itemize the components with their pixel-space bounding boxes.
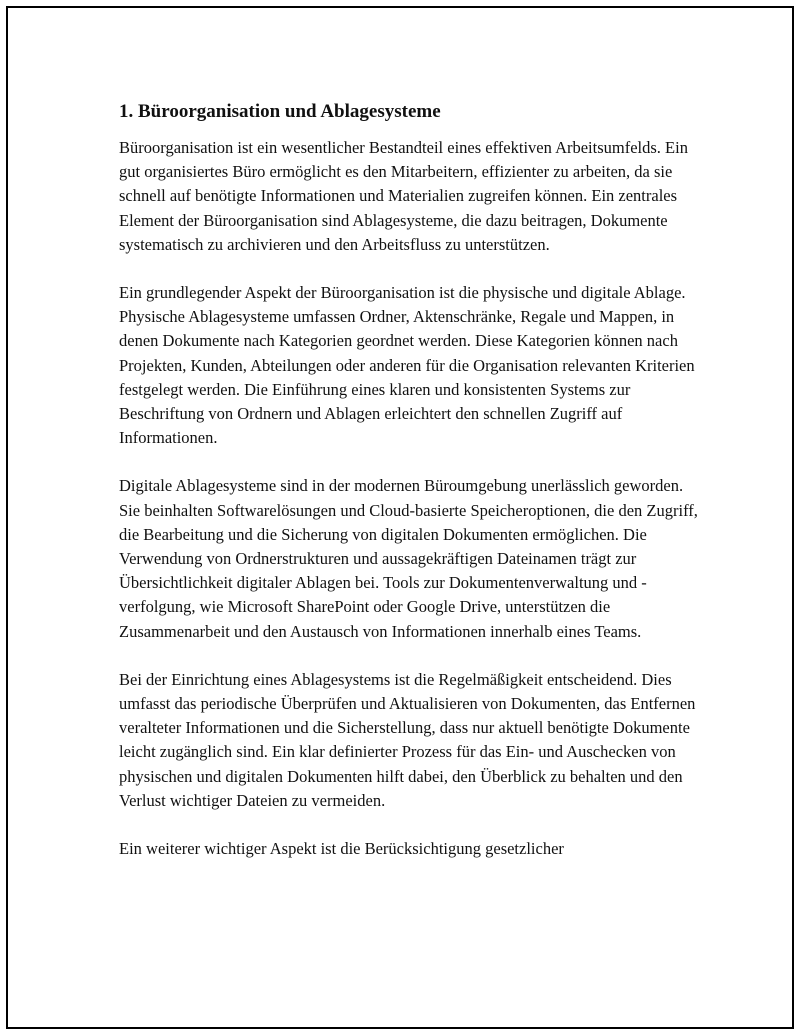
- paragraph-1: Büroorganisation ist ein wesentlicher Bestandteil eines effektiven Arbeitsumfelds. Ein gut organisiertes Büro ermöglicht es den Mitarbeitern, effizienter zu arbeiten, da sie schnell auf benötigte Informationen und Materialien zugreifen können. Ein zentrales Element der Büroorganisation sind Ablagesysteme, die dazu beitragen, Dokumente systematisch zu archivieren und den Arbeitsfluss zu unterstützen.: [119, 138, 688, 254]
- paragraph-2: Ein grundlegender Aspekt der Büroorganisation ist die physische und digitale Ablage. Physische Ablagesysteme umfassen Ordner, Aktenschränke, Regale und Mappen, in denen Dokumente nach Kategorien geordnet werden. Diese Kategorien können nach Projekten, Kunden, Abteilungen oder anderen für die Organisation relevanten Kriterien festgelegt werden. Die Einführung eines klaren und konsistenten Systems zur Beschriftung von Ordnern und Ablagen erleichtert den schnellen Zugriff auf Informationen.: [119, 283, 695, 448]
- paragraph-4: Bei der Einrichtung eines Ablagesystems ist die Regelmäßigkeit entscheidend. Dies umfasst das periodische Überprüfen und Aktualisieren von Dokumenten, das Entfernen veralteter Informationen und die Sicherstellung, dass nur aktuell benötigte Dokumente leicht zugänglich sind. Ein klar definierter Prozess für das Ein- und Auschecken von physischen und digitalen Dokumenten hilft dabei, den Überblick zu behalten und den Verlust wichtiger Dateien zu vermeiden.: [119, 669, 696, 810]
- document-body: [119, 94, 699, 885]
- paragraph-5: Ein weiterer wichtiger Aspekt ist die Berücksichtigung gesetzlicher: [119, 839, 564, 859]
- section-heading: 1. Büroorganisation und Ablagesysteme: [119, 101, 441, 122]
- paragraph-3: Digitale Ablagesysteme sind in der modernen Büroumgebung unerlässlich geworden. Sie beinhalten Softwarelösungen und Cloud-basierte Speicheroptionen, die den Zugriff, die Bearbeitung und die Sicherung von digitalen Dokumenten ermöglichen. Die Verwendung von Ordnerstrukturen und aussagekräftigen Dateinamen trägt zur Übersichtlichkeit digitaler Ablagen bei. Tools zur Dokumentenverwaltung und -verfolgung, wie Microsoft SharePoint oder Google Drive, unterstützen die Zusammenarbeit und den Austausch von Informationen innerhalb eines Teams.: [119, 476, 698, 641]
- page-frame: [6, 6, 794, 1029]
